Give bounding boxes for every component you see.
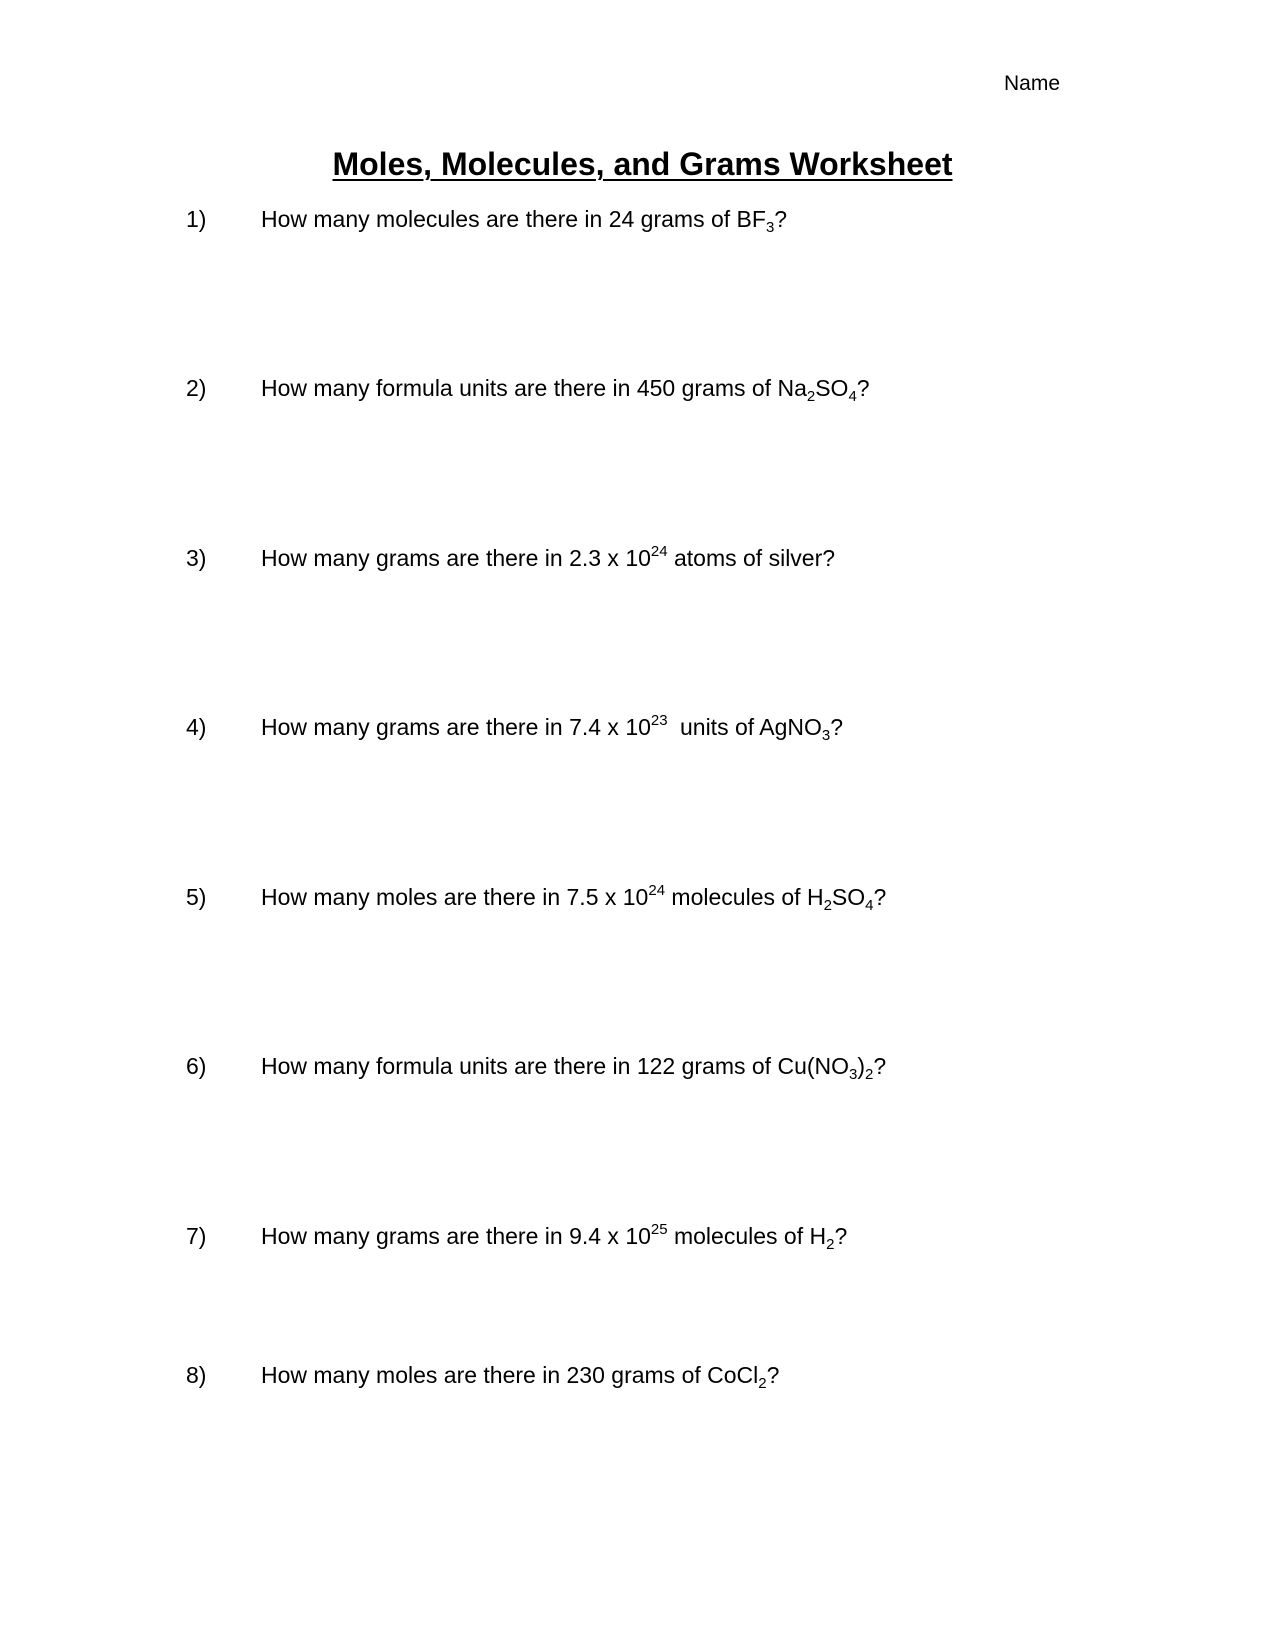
- question-text: How many moles are there in 7.5 x $10^{24}$ molecules of $H_2SO_4$?: [261, 882, 887, 914]
- name-label: Name: [1004, 72, 1061, 95]
- question-number: 8): [186, 1362, 207, 1388]
- question-number: 4): [186, 714, 207, 740]
- question-number: 7): [186, 1223, 207, 1249]
- question-number: 3): [186, 545, 207, 571]
- question-text: How many moles are there in 230 grams of CoCl$_2$?: [261, 1362, 780, 1392]
- question-text: How many molecules are there in 24 grams of $BF_3$?: [261, 206, 788, 236]
- question-text: How many formula units are there in 450 grams of $Na_2SO_4$?: [261, 375, 870, 405]
- question-text: How many grams are there in 9.4 x $10^{25}$ molecules of $H_2$?: [261, 1221, 848, 1253]
- question-number: 2): [186, 375, 207, 401]
- page-title: Moles, Molecules, and Grams Worksheet: [332, 146, 953, 182]
- question-text: How many grams are there in 7.4 x $10^{23}$ units of AgNO$_3$?: [261, 712, 844, 744]
- question-text: How many formula units are there in 122 grams of $Cu(NO_3)_2$?: [261, 1053, 887, 1083]
- question-text: How many grams are there in 2.3 x $10^{24}$ atoms of silver?: [261, 543, 836, 571]
- question-number: 5): [186, 884, 207, 910]
- question-number: 6): [186, 1053, 207, 1079]
- question-number: 1): [186, 206, 207, 232]
